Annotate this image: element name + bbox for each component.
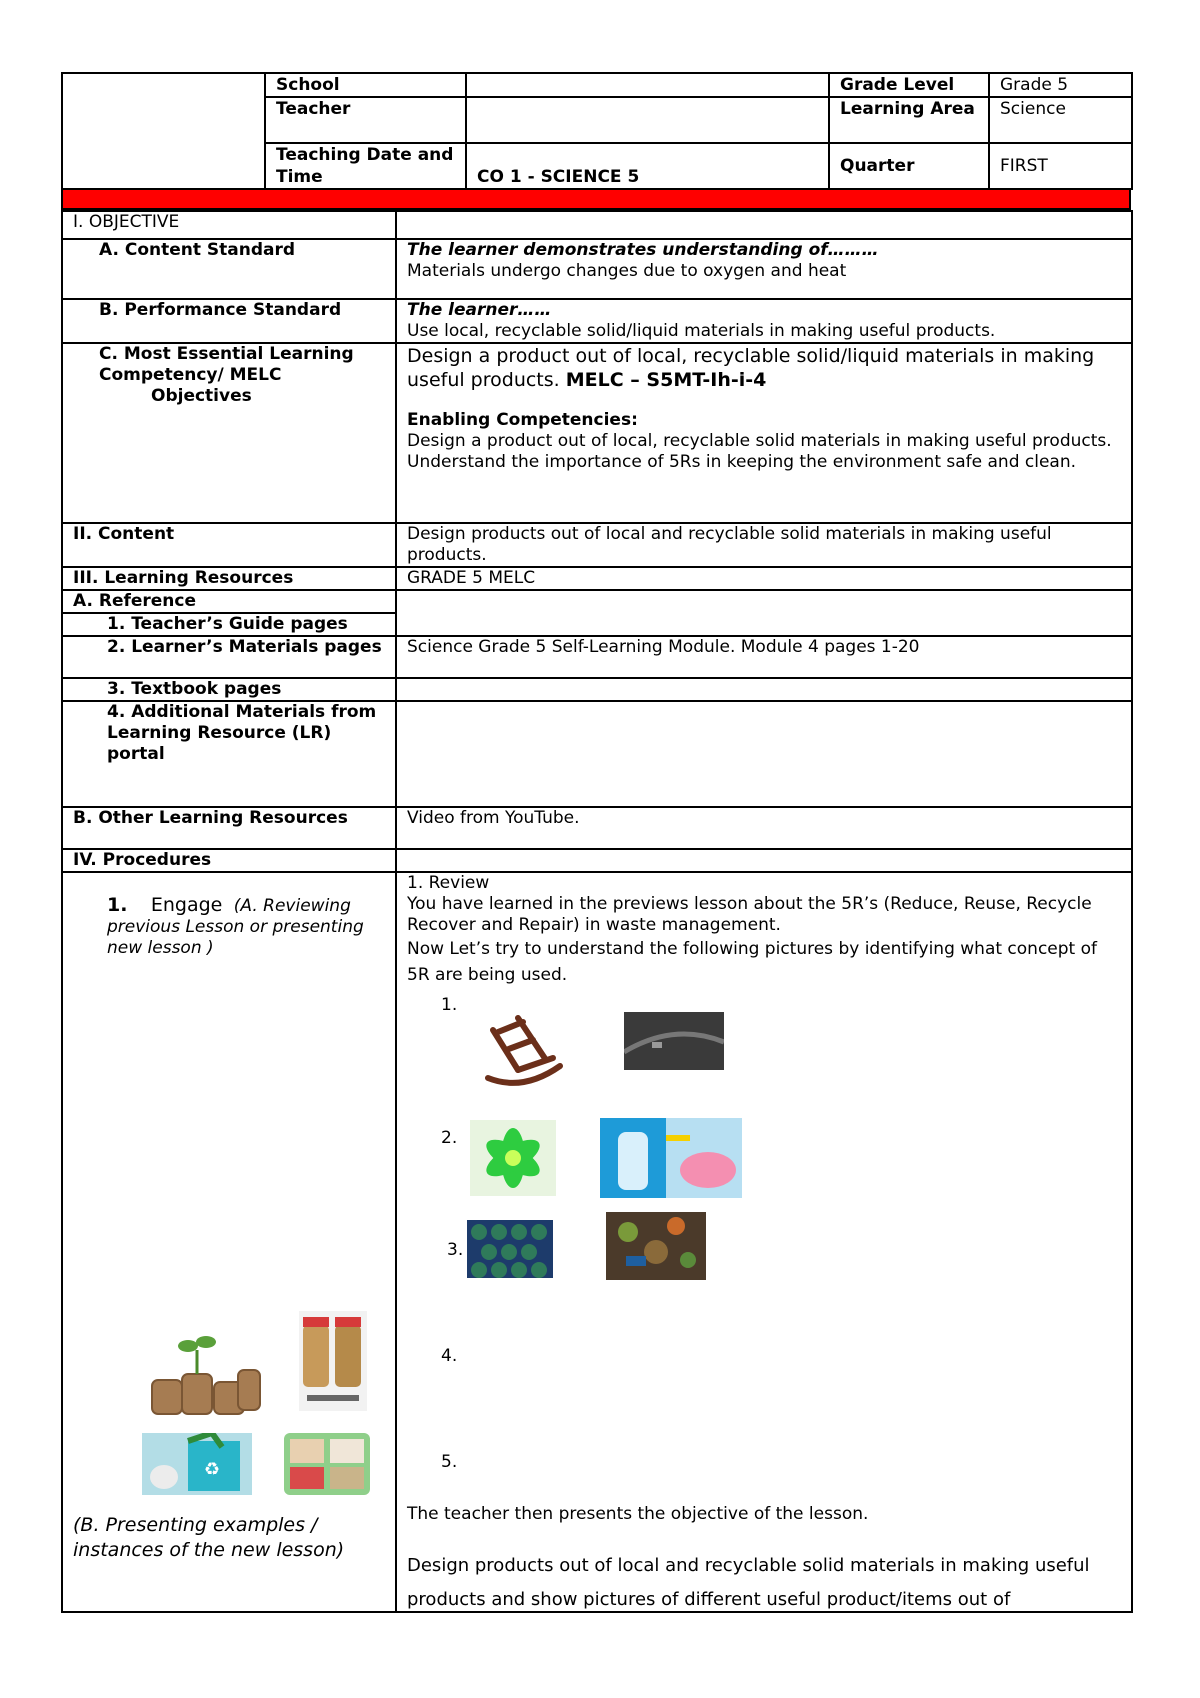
melc-cell	[396, 343, 1132, 523]
bag-repair-picture	[624, 1012, 724, 1070]
school-label: School	[265, 73, 466, 97]
melc-label: C. Most Essential Learning Competency/ MELC	[99, 344, 354, 385]
textbook-value	[396, 678, 1132, 701]
bottle-lamp-picture	[470, 1120, 556, 1196]
melc-text-line	[407, 344, 1121, 392]
header-blank-cell	[62, 73, 265, 189]
objectives-label: Objectives	[151, 386, 252, 406]
lunchbox-picture	[284, 1433, 370, 1495]
engage-b-text: (B. Presenting examples / instances of the new lesson)	[73, 1514, 345, 1561]
engage-title: Engage	[150, 894, 223, 916]
compost-picture	[606, 1212, 706, 1280]
toilet-roll-plant-picture	[142, 1330, 266, 1420]
item-number-2: 2.	[441, 1128, 458, 1148]
procedures-blank	[396, 849, 1132, 872]
review-text: You have learned in the previews lesson about the 5R’s (Reduce, Reuse, Recycle Recover and Repair) in waste management.	[407, 894, 1092, 935]
teaching-date-label: Teaching Date and Time	[265, 143, 466, 189]
learning-area-value: Science	[989, 97, 1132, 143]
teacher-presents: The teacher then presents the objective of the lesson.	[407, 1504, 869, 1524]
content-standard-label: A. Content Standard	[62, 239, 396, 299]
teacher-label: Teacher	[265, 97, 466, 143]
procedures-heading: IV. Procedures	[62, 849, 396, 872]
svg-text:♻: ♻	[204, 1459, 221, 1480]
content-label: II. Content	[62, 523, 396, 567]
learners-materials-label: 2. Learner’s Materials pages	[62, 636, 396, 678]
performance-standard-text: Use local, recyclable solid/liquid materials in making useful products.	[407, 321, 996, 341]
learning-resources-label: III. Learning Resources	[62, 567, 396, 590]
header-table	[61, 72, 1133, 190]
recycle-bag-picture	[142, 1433, 252, 1495]
objective-heading: I. OBJECTIVE	[62, 211, 396, 239]
design-text: Design products out of local and recyclable solid materials in making useful products and show pictures of different useful product/items out of	[407, 1555, 1090, 1610]
textbook-label: 3. Textbook pages	[62, 678, 396, 701]
review-title: 1. Review	[407, 873, 490, 893]
grade-level-value: Grade 5	[989, 73, 1132, 97]
bottle-piggy-bank-picture	[600, 1118, 742, 1198]
melc-label-cell	[62, 343, 396, 523]
content-standard-cell	[396, 239, 1132, 299]
engage-paren: (A. Reviewing previous Lesson or presenting new lesson )	[107, 896, 364, 958]
bottle-wall-picture	[467, 1220, 553, 1278]
teacher-value	[466, 97, 829, 143]
item-number-3: 3.	[447, 1240, 464, 1260]
engage-cell	[62, 872, 396, 1612]
accent-bar	[61, 190, 1131, 210]
enabling-heading: Enabling Competencies:	[407, 410, 638, 430]
teachers-guide-label: 1. Teacher’s Guide pages	[62, 613, 396, 636]
performance-standard-label: B. Performance Standard	[62, 299, 396, 343]
quarter-label: Quarter	[829, 143, 989, 189]
reference-blank	[396, 590, 1132, 636]
melc-text: Design a product out of local, recyclable solid/liquid materials in making useful products.	[407, 345, 1095, 391]
review-prompt: Now Let’s try to understand the following pictures by identifying what concept of 5R are being used.	[407, 939, 1098, 985]
objective-blank	[396, 211, 1132, 239]
learners-materials-value: Science Grade 5 Self-Learning Module. Module 4 pages 1-20	[396, 636, 1132, 678]
other-resources-label: B. Other Learning Resources	[62, 807, 396, 849]
learning-resources-value: GRADE 5 MELC	[396, 567, 1132, 590]
school-value	[466, 73, 829, 97]
enabling-competency-1: Design a product out of local, recyclable solid materials in making useful products.	[407, 431, 1112, 451]
content-text: Design products out of local and recyclable solid materials in making useful products.	[396, 523, 1132, 567]
teaching-date-value: CO 1 - SCIENCE 5	[466, 143, 829, 189]
item-number-4: 4.	[441, 1346, 458, 1366]
engage-number: 1.	[107, 894, 128, 916]
performance-standard-intro: The learner……	[407, 300, 552, 320]
performance-standard-cell	[396, 299, 1132, 343]
jar-snacks-picture	[299, 1311, 367, 1411]
enabling-competency-2: Understand the importance of 5Rs in keeping the environment safe and clean.	[407, 452, 1077, 472]
additional-materials-value	[396, 701, 1132, 807]
learning-area-label: Learning Area	[829, 97, 989, 143]
quarter-value: FIRST	[989, 143, 1132, 189]
additional-materials-label: 4. Additional Materials from Learning Resource (LR) portal	[62, 701, 396, 807]
reference-label: A. Reference	[62, 590, 396, 613]
content-standard-intro: The learner demonstrates understanding of………	[407, 240, 879, 260]
content-standard-text: Materials undergo changes due to oxygen and heat	[407, 261, 847, 281]
melc-code: MELC – S5MT-Ih-i-4	[565, 369, 767, 391]
other-resources-value: Video from YouTube.	[396, 807, 1132, 849]
item-number-1: 1.	[441, 995, 458, 1015]
rocking-chair-picture	[478, 1010, 568, 1090]
grade-level-label: Grade Level	[829, 73, 989, 97]
engage-block	[73, 893, 385, 959]
item-number-5: 5.	[441, 1452, 458, 1472]
